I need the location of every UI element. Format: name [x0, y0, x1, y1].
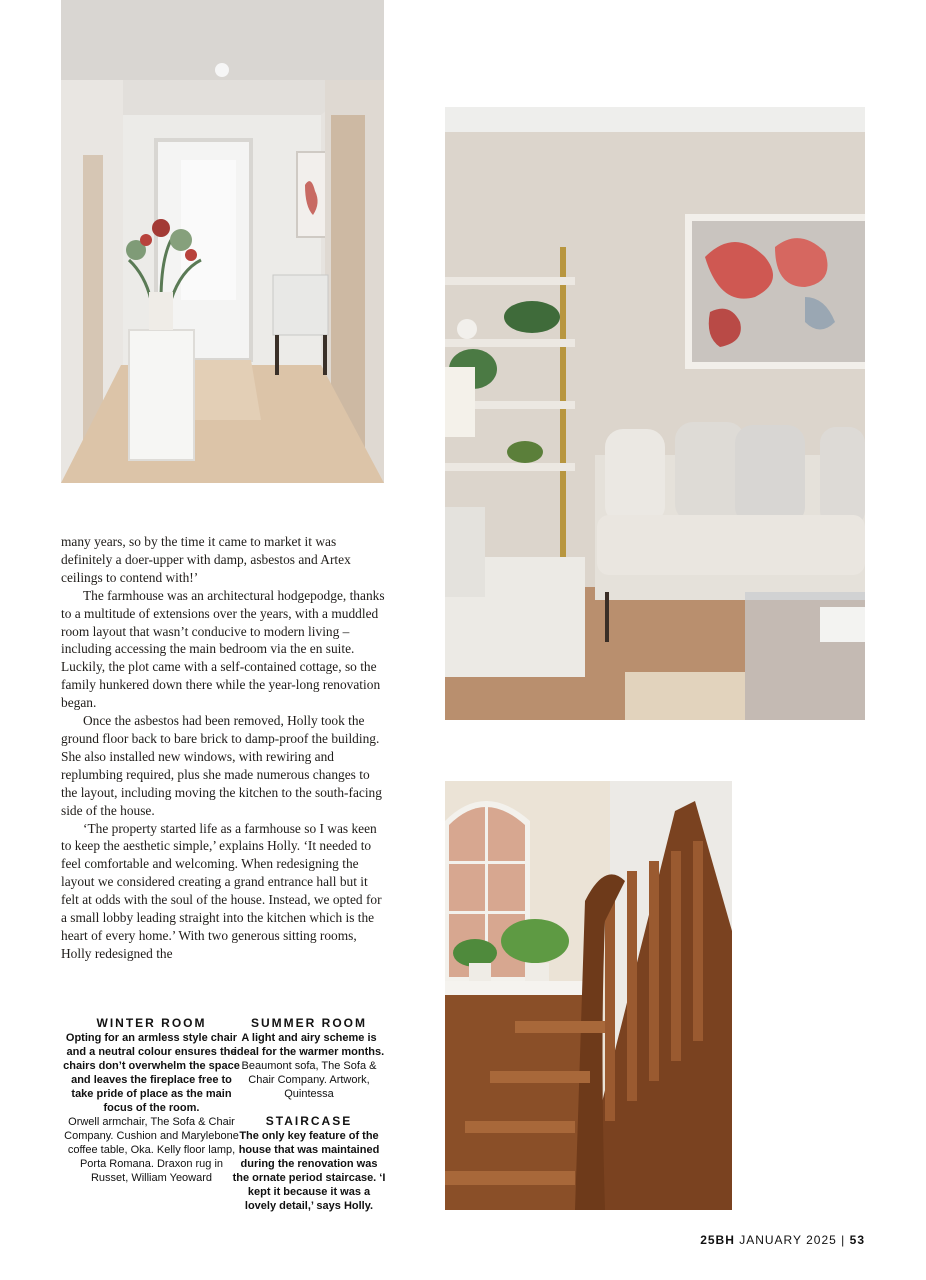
summer-room-caption: [231, 1016, 387, 1101]
hallway-photo: [61, 0, 384, 483]
winter-room-caption: [61, 1016, 242, 1185]
footer-separator: |: [841, 1233, 846, 1247]
caption-credits: Beaumont sofa, The Sofa & Chair Company. Artwork, Quintessa: [241, 1060, 377, 1100]
article-body: [61, 533, 385, 963]
paragraph: Once the asbestos had been removed, Holly took the ground floor back to bare brick to damp-proof the building. She also installed new windows, with rewiring and replumbing required, plus she made numerous changes to the layout, including moving the kitchen to the south-facing side of the house.: [61, 713, 382, 818]
paragraph: The farmhouse was an architectural hodgepodge, thanks to a multitude of extensions over the years, with a muddled room layout that wasn’t conducive to modern living – including accessing the main bedroom via the en suite. Luckily, the plot came with a self-contained cottage, so the family hunkered down there while the year-long renovation began.: [61, 587, 385, 711]
caption-lead: The only key feature of the house that was maintained during the renovation was the ornate period staircase. ‘I kept it because it was a lovely detail,’ says Holly.: [232, 1130, 386, 1212]
caption-lead: A light and airy scheme is ideal for the warmer months.: [233, 1032, 385, 1058]
paragraph: many years, so by the time it came to market it was definitely a doer-upper with damp, asbestos and Artex ceilings to contend with!’: [61, 534, 351, 585]
paragraph: ‘The property started life as a farmhouse so I was keen to keep the aesthetic simple,’ explains Holly. ‘It needed to feel comfortable and welcoming. When redesigning the layout we considered creating a grand entrance hall but it felt at odds with the soul of the house. Instead, we opted for a small lobby leading straight into the kitchen which is the heart of every home.’ With two generous sitting rooms, Holly redesigned the: [61, 820, 382, 961]
page-footer: [700, 1233, 865, 1247]
caption-heading: SUMMER ROOM: [251, 1016, 367, 1030]
page-number: 53: [849, 1233, 865, 1247]
caption-credits: Orwell armchair, The Sofa & Chair Company. Cushion and Marylebone coffee table, Oka. Kelly floor lamp, Porta Romana. Draxon rug in Russet, William Yeoward: [64, 1116, 239, 1184]
living-room-photo: [445, 107, 865, 720]
staircase-caption: [231, 1114, 387, 1213]
issue-date: JANUARY 2025: [739, 1233, 837, 1247]
caption-heading: STAIRCASE: [265, 1114, 353, 1128]
caption-heading: WINTER ROOM: [96, 1016, 207, 1030]
caption-lead: Opting for an armless style chair and a neutral colour ensures the chairs don’t overwhelm the space and leaves the fireplace free to take pride of place as the main focus of the room.: [63, 1032, 240, 1114]
magazine-name: 25BH: [700, 1233, 735, 1247]
staircase-photo: [445, 781, 732, 1210]
